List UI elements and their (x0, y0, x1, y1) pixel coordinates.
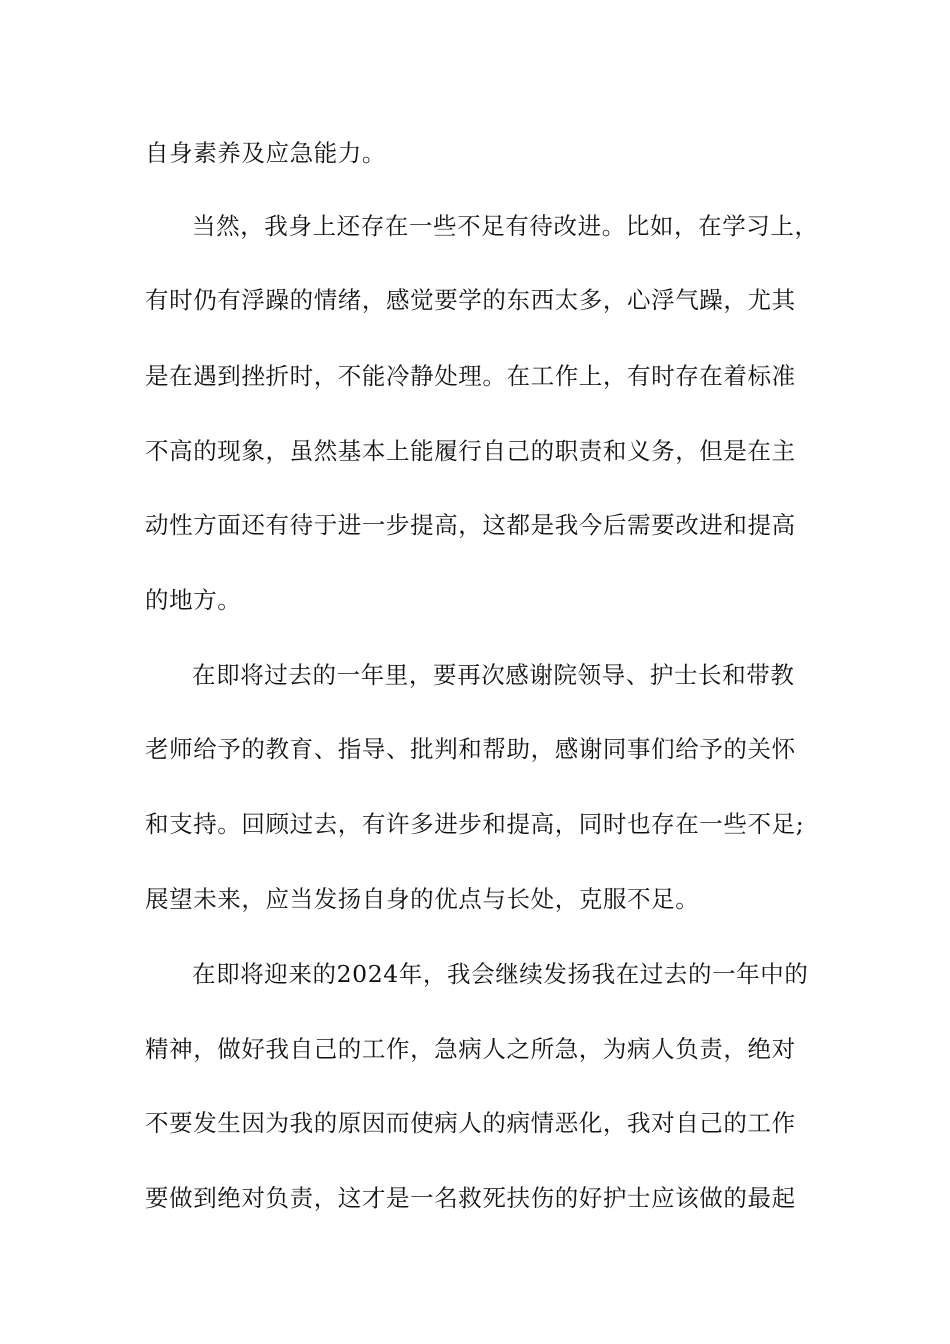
text-line: 的地方。 (145, 586, 242, 614)
text-line: 展望未来，应当发扬自身的优点与长处，克服不足。 (145, 885, 700, 913)
text-line: 精神，做好我自己的工作，急病人之所急，为病人负责，绝对 (145, 1035, 796, 1063)
text-line: 和支持。回顾过去，有许多进步和提高，同时也存在一些不足; (145, 810, 805, 838)
text-line: 不高的现象，虽然基本上能履行自己的职责和义务，但是在主 (145, 437, 796, 465)
text-line: 不要发生因为我的原因而使病人的病情恶化，我对自己的工作 (145, 1109, 796, 1137)
text-line: 自身素养及应急能力。 (145, 139, 386, 167)
text-line: 在即将迎来的2024年，我会继续发扬我在过去的一年中的 (192, 960, 809, 988)
text-line: 有时仍有浮躁的情绪，感觉要学的东西太多，心浮气躁，尤其 (145, 286, 796, 314)
text-line: 在即将过去的一年里，要再次感谢院领导、护士长和带教 (192, 661, 795, 689)
text-line: 是在遇到挫折时，不能冷静处理。在工作上，有时存在着标准 (145, 362, 796, 390)
text-line: 动性方面还有待于进一步提高，这都是我今后需要改进和提高 (145, 511, 796, 539)
text-line: 老师给予的教育、指导、批判和帮助，感谢同事们给予的关怀 (145, 735, 796, 763)
text-line: 要做到绝对负责，这才是一名救死扶伤的好护士应该做的最起 (145, 1184, 796, 1212)
text-line: 当然，我身上还存在一些不足有待改进。比如，在学习上， (192, 212, 819, 240)
